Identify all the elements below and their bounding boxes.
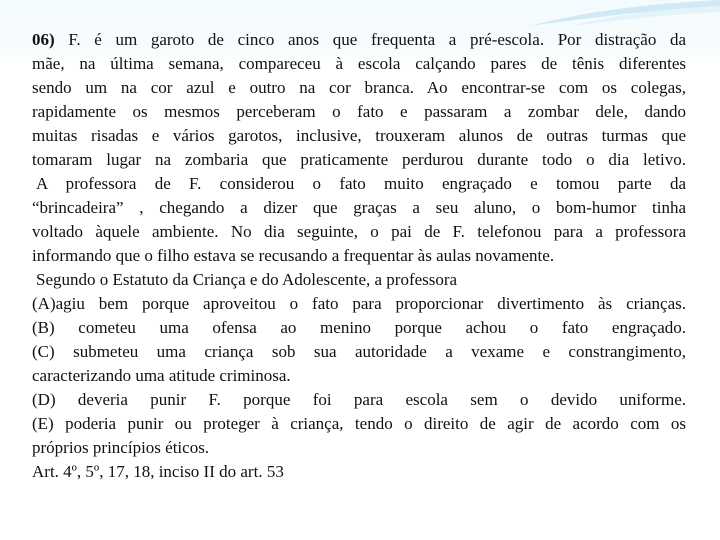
option-d: (D) deveria punir F. porque foi para escola sem o devido uniforme. xyxy=(32,390,686,409)
paragraph-intro-line-6: tomaram lugar na zombaria que praticamente perdurou durante todo o dia letivo. xyxy=(32,150,686,169)
option-a: (A)agiu bem porque aproveitou o fato para proporcionar divertimento às crianças. xyxy=(32,294,686,313)
option-c-line-2: caracterizando uma atitude criminosa. xyxy=(32,366,291,385)
question-number: 06) xyxy=(32,30,55,49)
question-text-box xyxy=(32,28,686,484)
paragraph-intro-line-3: sendo um na cor azul e outro na cor branca. Ao encontrar-se com os colegas, xyxy=(32,78,686,97)
paragraph-intro-line-1: 06) F. é um garoto de cinco anos que frequenta a pré-escola. Por distração da xyxy=(32,30,687,49)
question-prompt: Segundo o Estatuto da Criança e do Adolescente, a professora xyxy=(36,270,458,289)
option-e-line-2: próprios princípios éticos. xyxy=(32,438,210,457)
option-c-line-1: (C) submeteu uma criança sob sua autoridade a vexame e constrangimento, xyxy=(32,342,686,361)
legal-reference: Art. 4º, 5º, 17, 18, inciso II do art. 53 xyxy=(32,462,284,481)
paragraph-teacher-line-1: A professora de F. considerou o fato muito engraçado e tomou parte da xyxy=(36,174,686,193)
paragraph-teacher-line-3: voltado àquele ambiente. No dia seguinte, o pai de F. telefonou para a professora xyxy=(32,222,686,241)
paragraph-teacher-line-4: informando que o filho estava se recusando a frequentar às aulas novamente. xyxy=(32,246,555,265)
paragraph-teacher-line-2: “brincadeira” , chegando a dizer que graças a seu aluno, o bom-humor tinha xyxy=(32,198,686,217)
option-b: (B) cometeu uma ofensa ao menino porque achou o fato engraçado. xyxy=(32,318,686,337)
paragraph-intro-line-4: rapidamente os mesmos perceberam o fato e passaram a zombar dele, dando xyxy=(32,102,686,121)
paragraph-intro-line-2: mãe, na última semana, compareceu à escola calçando pares de tênis diferentes xyxy=(32,54,686,73)
paragraph-intro-line-5: muitas risadas e vários garotos, inclusive, trouxeram alunos de outras turmas que xyxy=(32,126,686,145)
option-e-line-1: (E) poderia punir ou proteger à criança, tendo o direito de agir de acordo com os xyxy=(32,414,686,433)
